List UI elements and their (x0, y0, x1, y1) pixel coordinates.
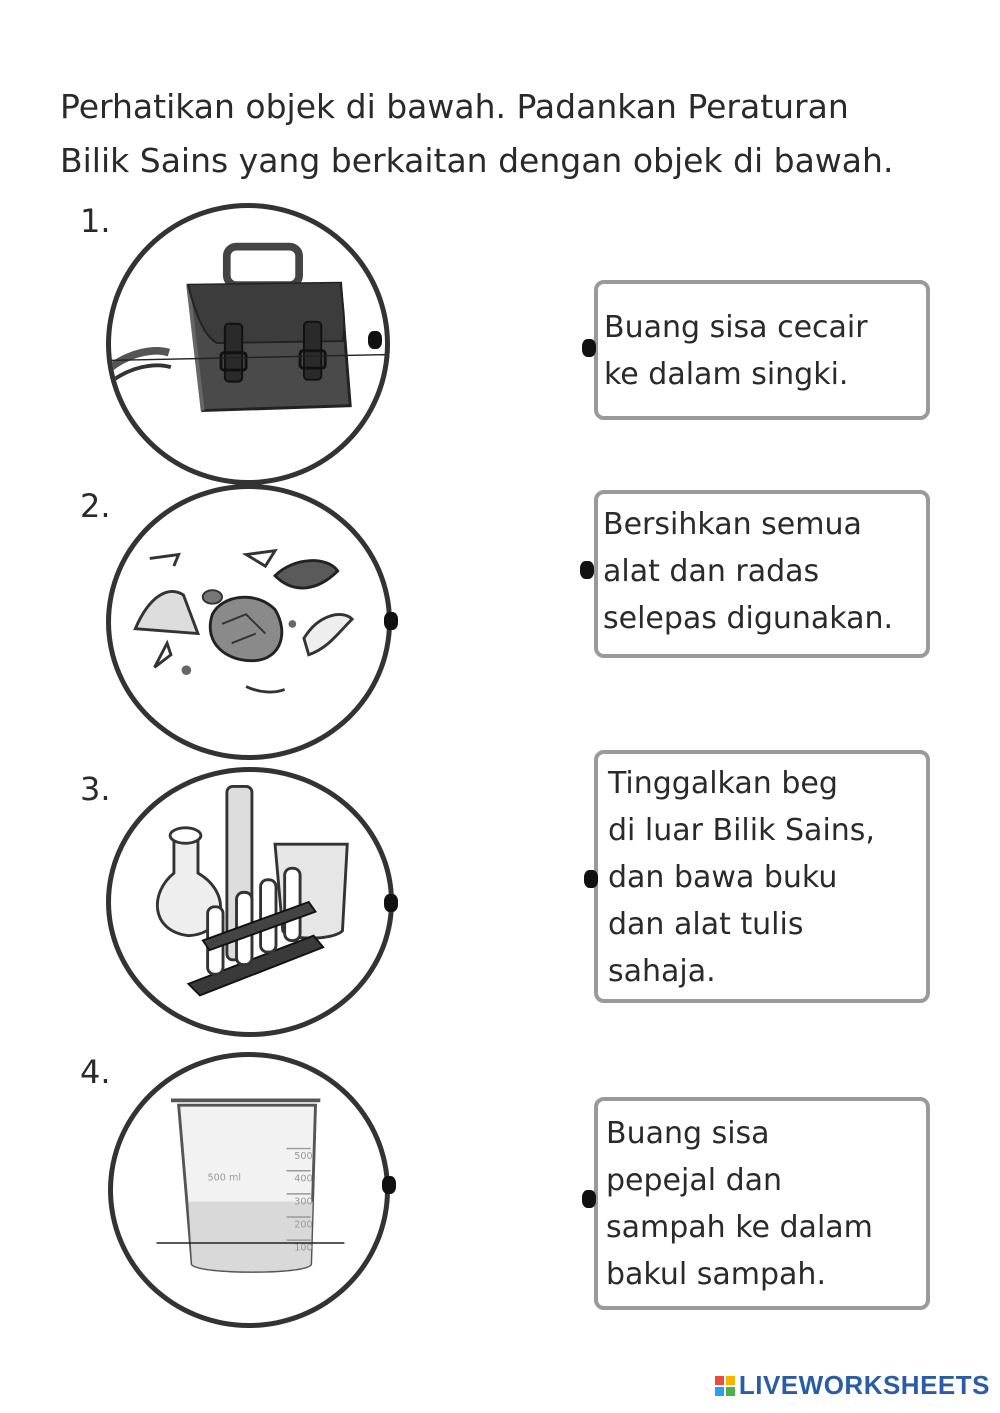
mark-square-4 (726, 1387, 735, 1396)
rule-3-line-1: Tinggalkan beg (608, 766, 838, 801)
rule-4-line-1: Buang sisa (606, 1116, 770, 1151)
rule-1-line-2: ke dalam singki. (604, 357, 849, 392)
rule-2-line-1: Bersihkan semua (603, 507, 862, 542)
rule-4-connector-dot[interactable] (582, 1190, 596, 1208)
item-1-picture (106, 203, 390, 485)
rule-1-line-1: Buang sisa cecair (604, 310, 868, 345)
instructions-line-2: Bilik Sains yang berkaitan dengan objek di bawah. (60, 141, 894, 180)
item-2-picture (106, 484, 392, 760)
rule-2-line-2: alat dan radas (603, 554, 820, 589)
beaker-mark-100: 100 (294, 1242, 313, 1254)
item-3-connector-dot[interactable] (384, 894, 398, 912)
rule-1-connector-dot[interactable] (582, 339, 596, 357)
rule-4-line-3: sampah ke dalam (606, 1210, 873, 1245)
item-number-1: 1. (80, 202, 111, 240)
instructions-text (60, 80, 940, 188)
liveworksheets-mark-icon (715, 1376, 735, 1396)
item-number-2: 2. (80, 487, 111, 525)
item-2-connector-dot[interactable] (384, 612, 398, 630)
beaker-capacity-label: 500 ml (207, 1172, 242, 1184)
item-number-3: 3. (80, 770, 111, 808)
liveworksheets-brand-text: LIVEWORKSHEETS (738, 1370, 990, 1400)
instructions-line-1: Perhatikan objek di bawah. Padankan Peraturan (60, 87, 849, 126)
rule-2-connector-dot[interactable] (580, 561, 594, 579)
rule-2-line-3: selepas digunakan. (603, 601, 894, 636)
rule-text-4 (606, 1110, 873, 1298)
rule-3-line-2: di luar Bilik Sains, (608, 813, 875, 848)
mark-square-1 (715, 1376, 724, 1385)
item-1-connector-dot[interactable] (368, 331, 382, 349)
mark-square-2 (726, 1376, 735, 1385)
item-number-4: 4. (80, 1053, 111, 1091)
rule-4-line-2: pepejal dan (606, 1163, 783, 1198)
rule-text-2 (603, 501, 893, 642)
mark-square-3 (715, 1387, 724, 1396)
beaker-icon (113, 1057, 385, 1323)
beaker-mark-200: 200 (294, 1219, 313, 1231)
lab-apparatus-icon (111, 772, 389, 1032)
rule-3-connector-dot[interactable] (584, 870, 598, 888)
beaker-mark-300: 300 (294, 1196, 313, 1208)
rule-3-line-3: dan bawa buku (608, 860, 838, 895)
liveworksheets-logo (715, 1370, 990, 1401)
item-4-picture (108, 1052, 390, 1328)
school-bag-icon (111, 208, 385, 480)
beaker-mark-500: 500 (294, 1151, 313, 1163)
rule-4-line-4: bakul sampah. (606, 1257, 826, 1292)
item-3-picture (106, 767, 394, 1037)
item-4-connector-dot[interactable] (382, 1176, 396, 1194)
rule-3-line-4: dan alat tulis (608, 907, 804, 942)
rule-text-1 (604, 304, 868, 398)
rule-text-3 (608, 760, 875, 995)
beaker-mark-400: 400 (294, 1173, 313, 1185)
rubbish-pile-icon (111, 489, 387, 755)
rule-3-line-5: sahaja. (608, 954, 716, 989)
